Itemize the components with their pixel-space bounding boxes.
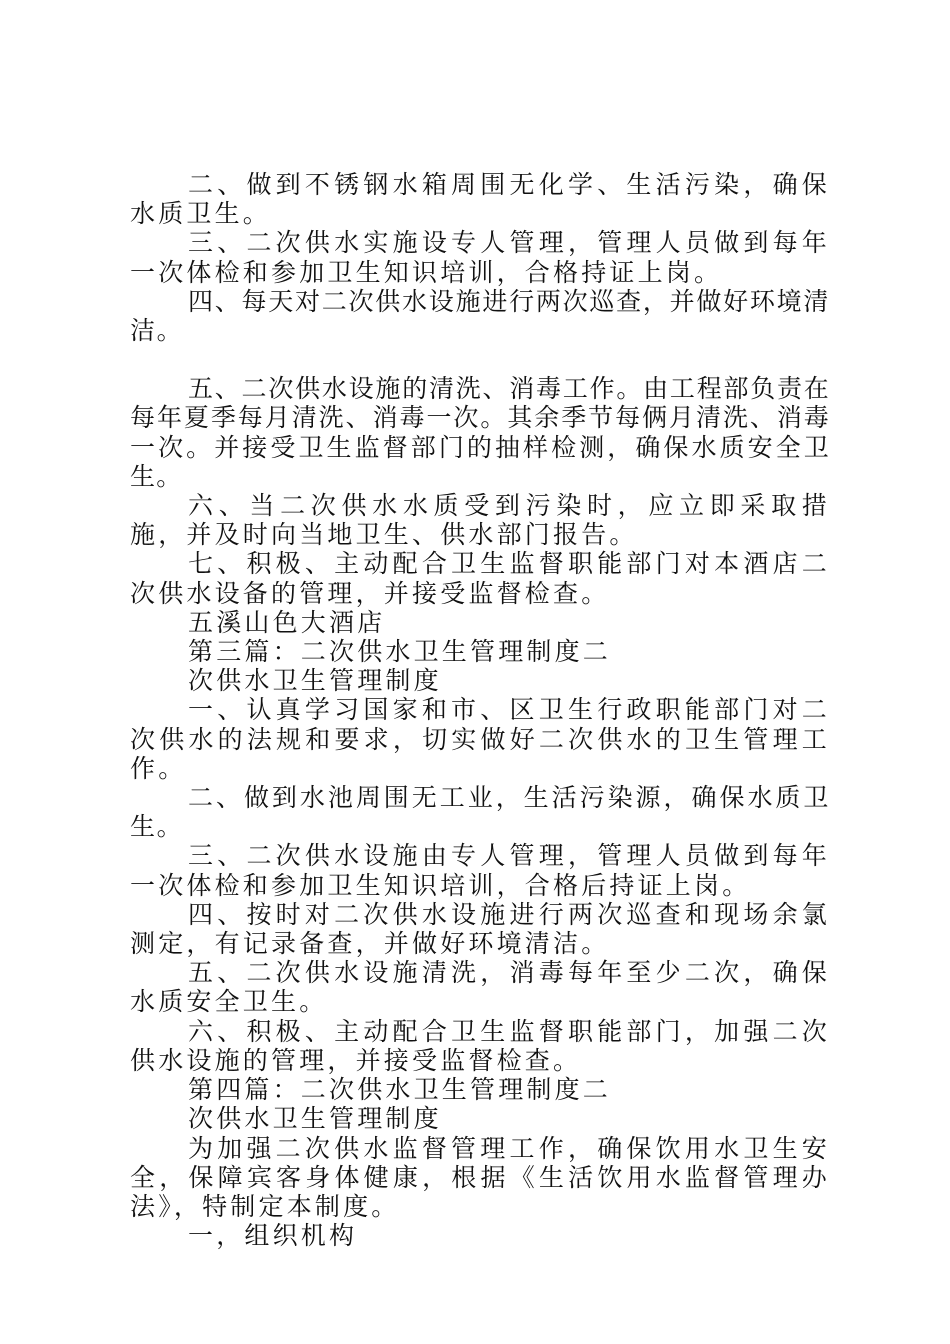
- paragraph-item-4: 四、每天对二次供水设施进行两次巡查，并做好环境清洁。: [130, 286, 830, 346]
- paragraph-item-7: 七、积极、主动配合卫生监督职能部门对本酒店二次供水设备的管理，并接受监督检查。: [130, 549, 830, 608]
- section-subheading-4: 次供水卫生管理制度: [188, 1104, 442, 1134]
- paragraph-item-4-1: 一，组织机构: [188, 1221, 358, 1251]
- paragraph-item-5: 五、二次供水设施的清洗、消毒工作。由工程部负责在每年夏季每月清洗、消毒一次。其余季节每俩月清洗、消毒一次。并接受卫生监督部门的抽样检测，确保水质安全卫生。: [130, 374, 830, 491]
- paragraph-item-6: 六、当二次供水水质受到污染时，应立即采取措施，并及时向当地卫生、供水部门报告。: [130, 491, 830, 550]
- hotel-name: 五溪山色大酒店: [188, 607, 386, 637]
- paragraph-item-2: 二、做到不锈钢水箱周围无化学、生活污染，确保水质卫生。: [130, 170, 830, 229]
- section-subheading-3: 次供水卫生管理制度: [188, 666, 442, 696]
- paragraph-item-3-3: 三、二次供水设施由专人管理，管理人员做到每年一次体检和参加卫生知识培训，合格后持证上岗。: [130, 841, 830, 900]
- section-heading-3: 第三篇：二次供水卫生管理制度二: [188, 637, 612, 667]
- document-body: [130, 170, 830, 1250]
- paragraph-item-3-2: 二、做到水池周围无工业，生活污染源，确保水质卫生。: [130, 783, 830, 842]
- paragraph-item-3-5: 五、二次供水设施清洗，消毒每年至少二次，确保水质安全卫生。: [130, 958, 830, 1017]
- paragraph-item-3-6: 六、积极、主动配合卫生监督职能部门，加强二次供水设施的管理，并接受监督检查。: [130, 1016, 830, 1075]
- paragraph-item-3-4: 四、按时对二次供水设施进行两次巡查和现场余氯测定，有记录备查，并做好环境清洁。: [130, 899, 830, 959]
- section-heading-4: 第四篇：二次供水卫生管理制度二: [188, 1075, 612, 1105]
- paragraph-intro-4: 为加强二次供水监督管理工作，确保饮用水卫生安全，保障宾客身体健康，根据《生活饮用水监督管理办法》，特制定本制度。: [130, 1133, 830, 1221]
- paragraph-item-3: 三、二次供水实施设专人管理，管理人员做到每年一次体检和参加卫生知识培训，合格持证上岗。: [130, 228, 830, 287]
- paragraph-item-3-1: 一、认真学习国家和市、区卫生行政职能部门对二次供水的法规和要求，切实做好二次供水的卫生管理工作。: [130, 695, 830, 783]
